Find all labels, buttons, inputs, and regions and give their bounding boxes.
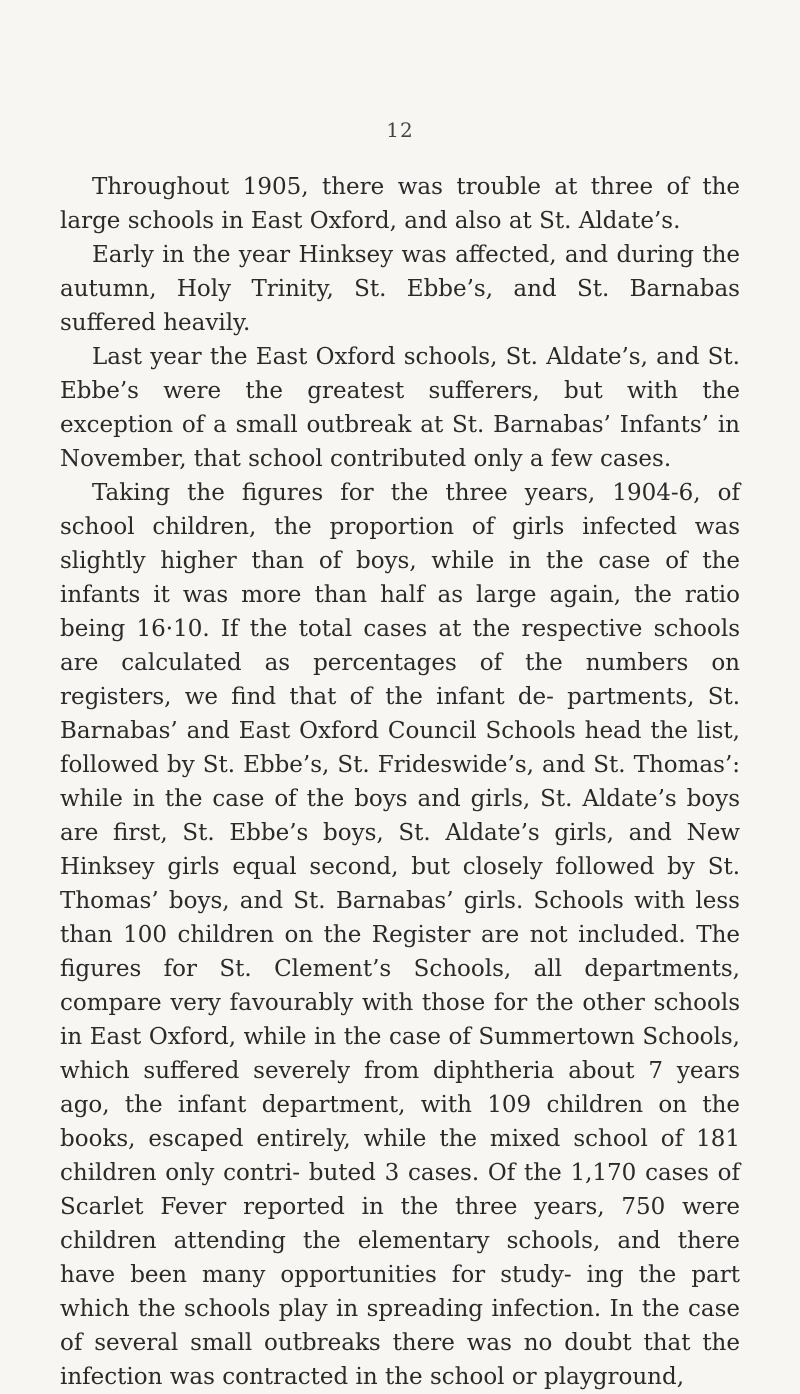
- paragraph: Last year the East Oxford schools, St. Aldate’s, and St. Ebbe’s were the greatest sufferers, but with the exception of a small outbreak at St. Barnabas’ Infants’ in November, that school contributed only a few cases.: [60, 344, 740, 472]
- paragraph: Early in the year Hinksey was affected, and during the autumn, Holy Trinity, St. Ebbe’s, and St. Barnabas suffered heavily.: [60, 242, 740, 336]
- paragraph: Throughout 1905, there was trouble at three of the large schools in East Oxford, and also at St. Aldate’s.: [60, 174, 740, 234]
- page-number: 12: [386, 118, 414, 142]
- body-text: [60, 170, 740, 1394]
- paragraph: Taking the figures for the three years, 1904-6, of school children, the proportion of girls infected was slightly higher than of boys, while in the case of the infants it was more than half as large again, the ratio being 16·10. If the total cases at the respective schools are calculated as percentages of the numbers on registers, we find that of the infant de- partments, St. Barnabas’ and East Oxford Council Schools head the list, followed by St. Ebbe’s, St. Frideswide’s, and St. Thomas’: while in the case of the boys and girls, St. Aldate’s boys are first, St. Ebbe’s boys, St. Aldate’s girls, and New Hinksey girls equal second, but closely followed by St. Thomas’ boys, and St. Barnabas’ girls. Schools with less than 100 children on the Register are not included. The figures for St. Clement’s Schools, all departments, compare very favourably with those for the other schools in East Oxford, while in the case of Summertown Schools, which suffered severely from diphtheria about 7 years ago, the infant department, with 109 children on the books, escaped entirely, while the mixed school of 181 children only contri- buted 3 cases. Of the 1,170 cases of Scarlet Fever reported in the three years, 750 were children attending the elementary schools, and there have been many opportunities for study- ing the part which the schools play in spreading infection. In the case of several small outbreaks there was no doubt that the infection was contracted in the school or playground,: [60, 480, 740, 1390]
